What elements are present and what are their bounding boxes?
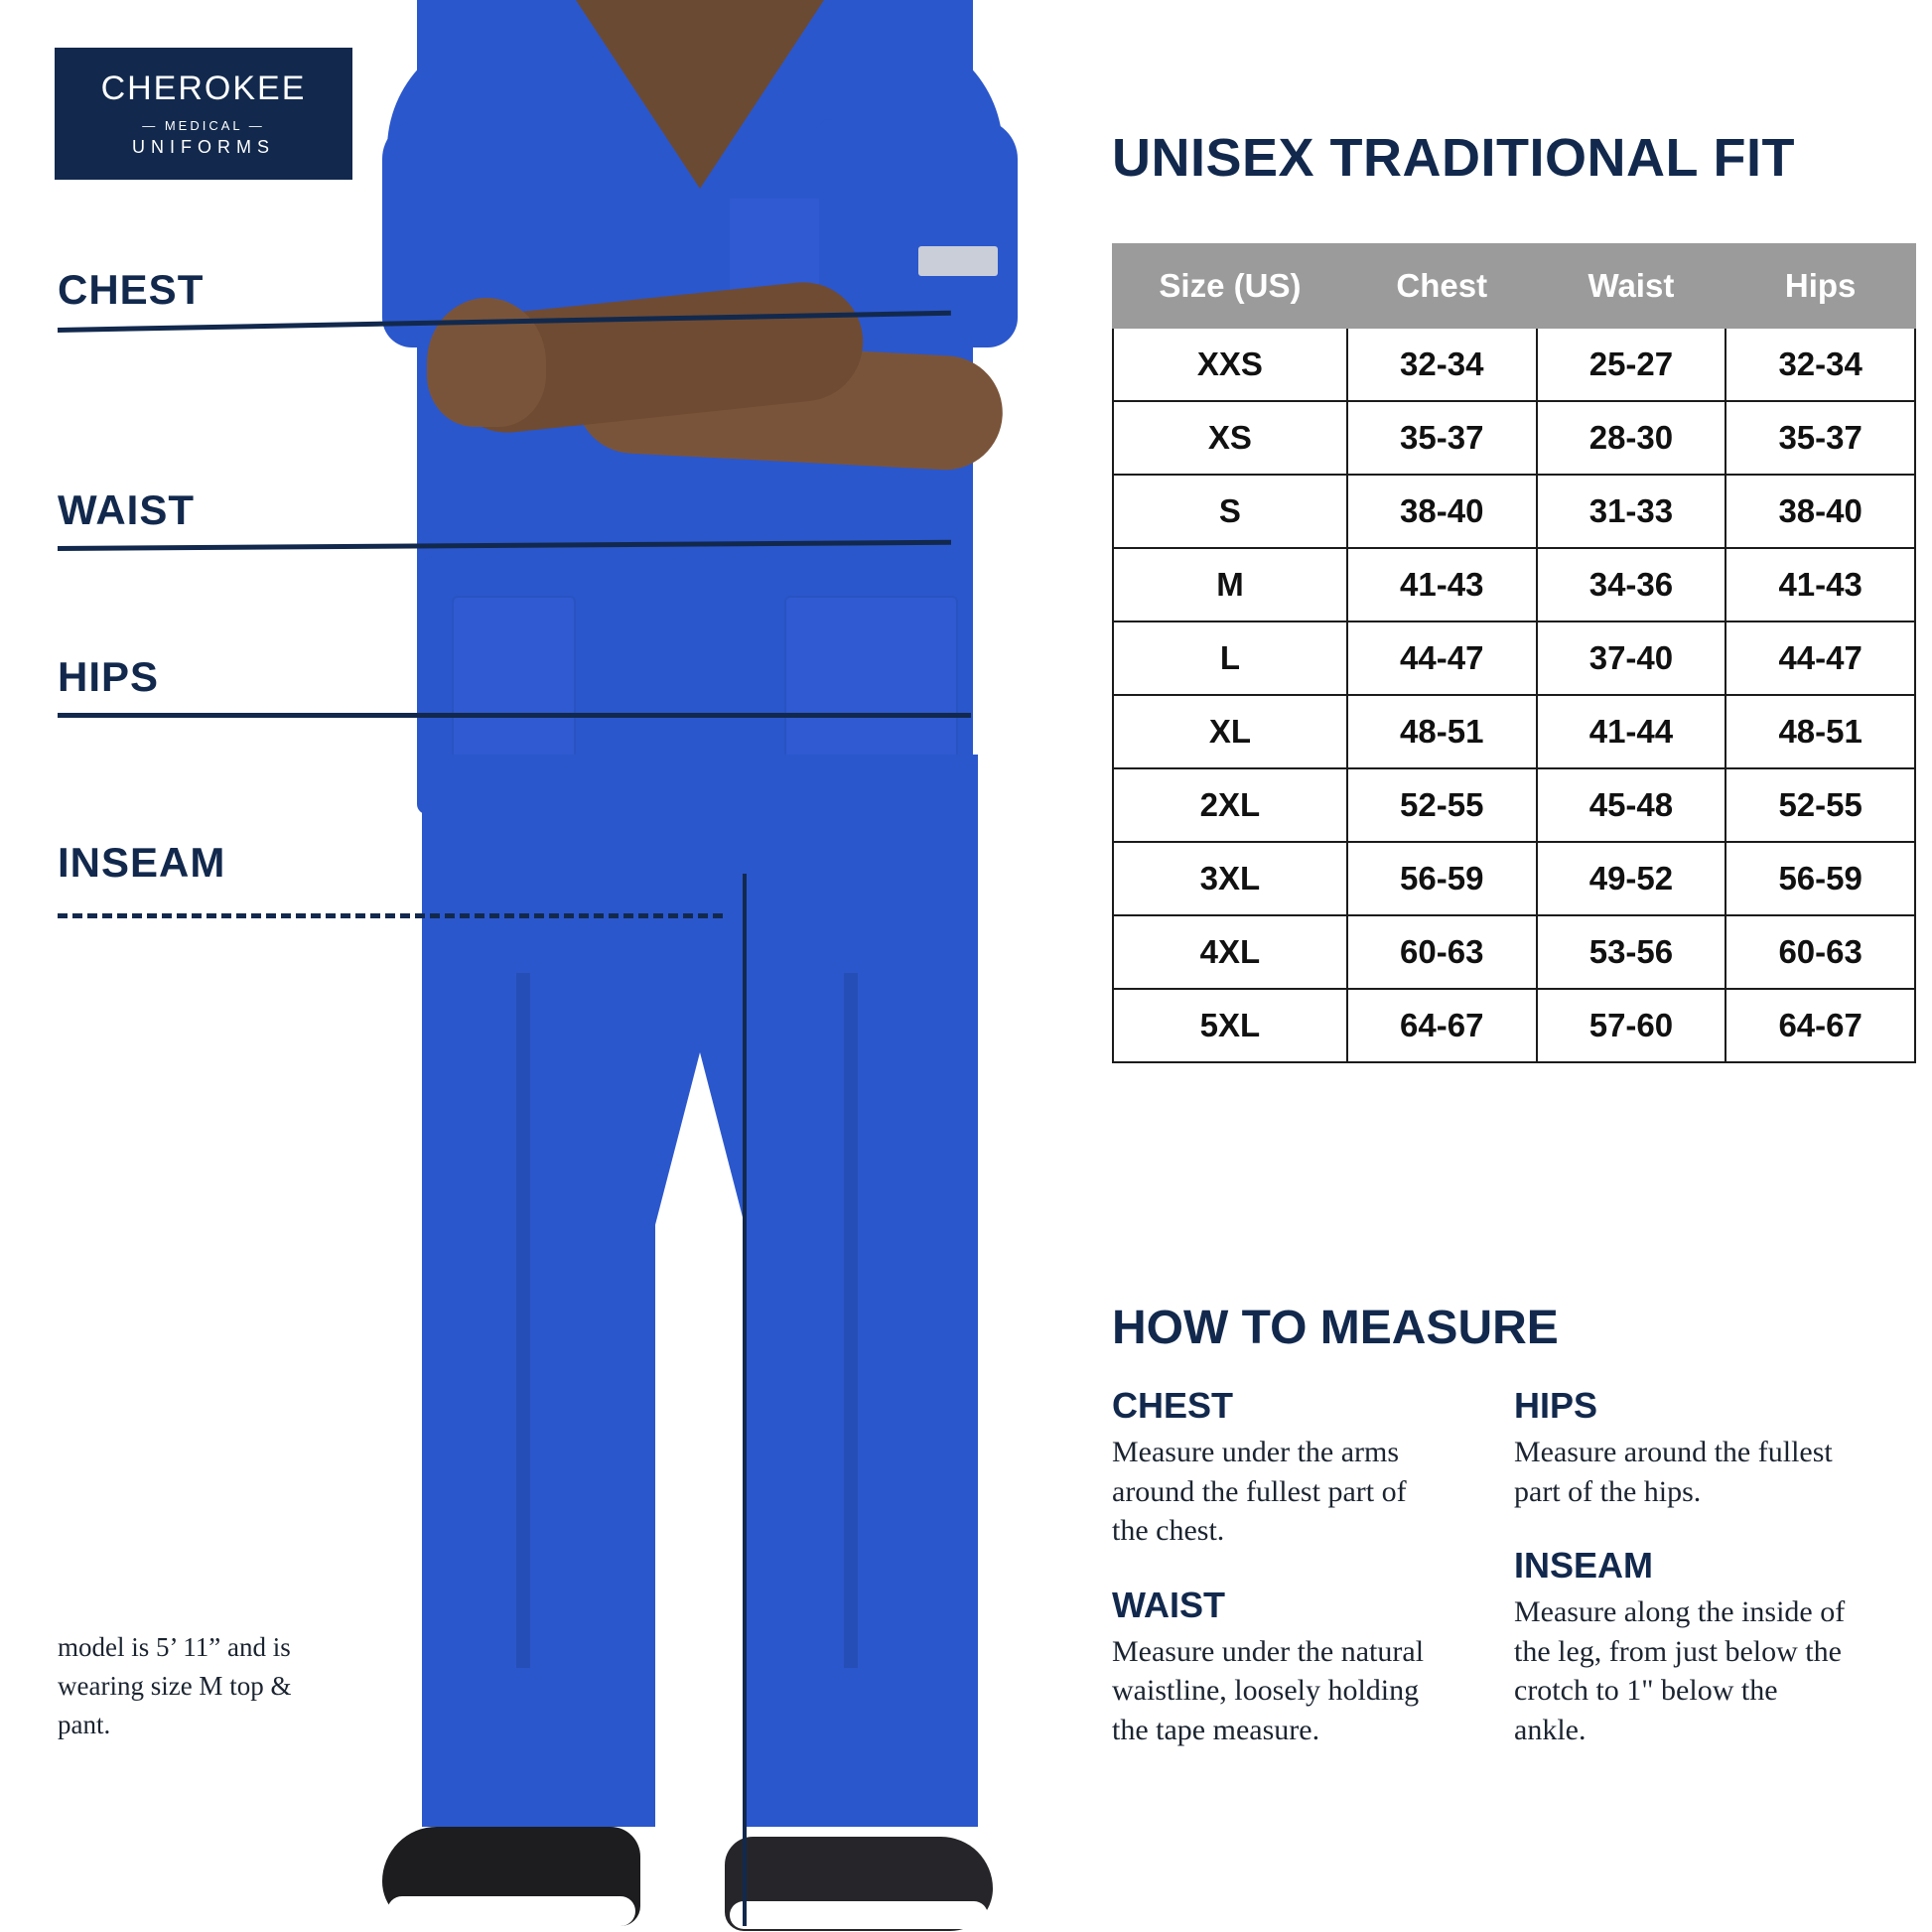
cell-chest: 60-63 — [1347, 915, 1537, 989]
size-chart-panel — [1112, 0, 1932, 1932]
cell-hips: 56-59 — [1725, 842, 1915, 915]
logo-brand-text: CHEROKEE — [100, 69, 307, 107]
cell-hips: 38-40 — [1725, 475, 1915, 548]
cell-hips: 48-51 — [1725, 695, 1915, 768]
cell-chest: 35-37 — [1347, 401, 1537, 475]
table-row — [1113, 915, 1915, 989]
cell-hips: 52-55 — [1725, 768, 1915, 842]
how-to-measure-title: HOW TO MEASURE — [1112, 1302, 1559, 1354]
waist-label: WAIST — [58, 486, 195, 533]
how-to-chest-heading: CHEST — [1112, 1385, 1234, 1426]
cell-chest: 64-67 — [1347, 989, 1537, 1062]
shoe-sole-right — [730, 1901, 988, 1929]
cell-chest: 32-34 — [1347, 328, 1537, 401]
how-to-measure-column-right — [1514, 1385, 1852, 1784]
cell-hips: 32-34 — [1725, 328, 1915, 401]
cell-size: L — [1113, 621, 1347, 695]
cell-size: S — [1113, 475, 1347, 548]
how-to-chest — [1112, 1385, 1449, 1551]
cell-waist: 34-36 — [1537, 548, 1726, 621]
how-to-waist — [1112, 1585, 1449, 1750]
cell-chest: 44-47 — [1347, 621, 1537, 695]
cell-waist: 45-48 — [1537, 768, 1726, 842]
cell-chest: 56-59 — [1347, 842, 1537, 915]
cell-chest: 52-55 — [1347, 768, 1537, 842]
model-note: model is 5’ 11” and is wearing size M top & pant. — [58, 1632, 292, 1740]
table-row — [1113, 548, 1915, 621]
pants-crease-right — [844, 973, 858, 1668]
model-hand — [427, 298, 546, 427]
cell-hips: 44-47 — [1725, 621, 1915, 695]
cell-size: M — [1113, 548, 1347, 621]
cell-size: XXS — [1113, 328, 1347, 401]
pants-crease-left — [516, 973, 530, 1668]
table-row — [1113, 989, 1915, 1062]
logo-uniforms-text: UNIFORMS — [132, 137, 275, 157]
logo-medical-text: — MEDICAL — — [142, 118, 265, 133]
cell-waist: 41-44 — [1537, 695, 1726, 768]
table-row — [1113, 842, 1915, 915]
inseam-guide-line — [58, 913, 723, 918]
header-waist: Waist — [1537, 244, 1726, 328]
table-row — [1113, 621, 1915, 695]
cell-hips: 60-63 — [1725, 915, 1915, 989]
header-chest: Chest — [1347, 244, 1537, 328]
cell-waist: 49-52 — [1537, 842, 1726, 915]
cell-waist: 37-40 — [1537, 621, 1726, 695]
table-row — [1113, 401, 1915, 475]
cell-size: XL — [1113, 695, 1347, 768]
cell-size: 2XL — [1113, 768, 1347, 842]
cell-size: 4XL — [1113, 915, 1347, 989]
table-row — [1113, 328, 1915, 401]
table-row — [1113, 695, 1915, 768]
chest-label: CHEST — [58, 266, 205, 313]
how-to-inseam-text: Measure along the inside of the leg, from just below the crotch to 1" below the ankle. — [1514, 1595, 1846, 1746]
header-hips: Hips — [1725, 244, 1915, 328]
how-to-hips-heading: HIPS — [1514, 1385, 1598, 1426]
cell-chest: 38-40 — [1347, 475, 1537, 548]
how-to-waist-heading: WAIST — [1112, 1584, 1225, 1625]
cell-size: 5XL — [1113, 989, 1347, 1062]
size-chart-table — [1112, 243, 1916, 1063]
cell-hips: 41-43 — [1725, 548, 1915, 621]
cell-chest: 48-51 — [1347, 695, 1537, 768]
how-to-inseam-heading: INSEAM — [1514, 1545, 1654, 1587]
inseam-label: INSEAM — [58, 839, 226, 886]
cell-waist: 53-56 — [1537, 915, 1726, 989]
cell-waist: 31-33 — [1537, 475, 1726, 548]
hips-guide-line — [58, 713, 971, 718]
cell-waist: 28-30 — [1537, 401, 1726, 475]
sleeve-brand-label — [918, 246, 998, 276]
shoe-sole-left — [387, 1896, 635, 1926]
table-header-row — [1113, 244, 1915, 328]
how-to-hips-text: Measure around the fullest part of the hips. — [1514, 1436, 1833, 1508]
table-row — [1113, 768, 1915, 842]
inseam-vertical-line — [743, 874, 747, 1926]
how-to-inseam — [1514, 1545, 1852, 1749]
cell-hips: 64-67 — [1725, 989, 1915, 1062]
how-to-measure-column-left — [1112, 1385, 1449, 1784]
cell-waist: 25-27 — [1537, 328, 1726, 401]
cherokee-logo — [55, 48, 352, 180]
cell-hips: 35-37 — [1725, 401, 1915, 475]
cell-waist: 57-60 — [1537, 989, 1726, 1062]
cell-chest: 41-43 — [1347, 548, 1537, 621]
page-title: UNISEX TRADITIONAL FIT — [1112, 128, 1796, 188]
how-to-chest-text: Measure under the arms around the fullest part of the chest. — [1112, 1436, 1407, 1548]
cell-size: 3XL — [1113, 842, 1347, 915]
how-to-waist-text: Measure under the natural waistline, loosely holding the tape measure. — [1112, 1634, 1425, 1746]
table-row — [1113, 475, 1915, 548]
how-to-hips — [1514, 1385, 1852, 1511]
cell-size: XS — [1113, 401, 1347, 475]
header-size: Size (US) — [1113, 244, 1347, 328]
hips-label: HIPS — [58, 653, 160, 700]
model-illustration — [328, 0, 1062, 1932]
